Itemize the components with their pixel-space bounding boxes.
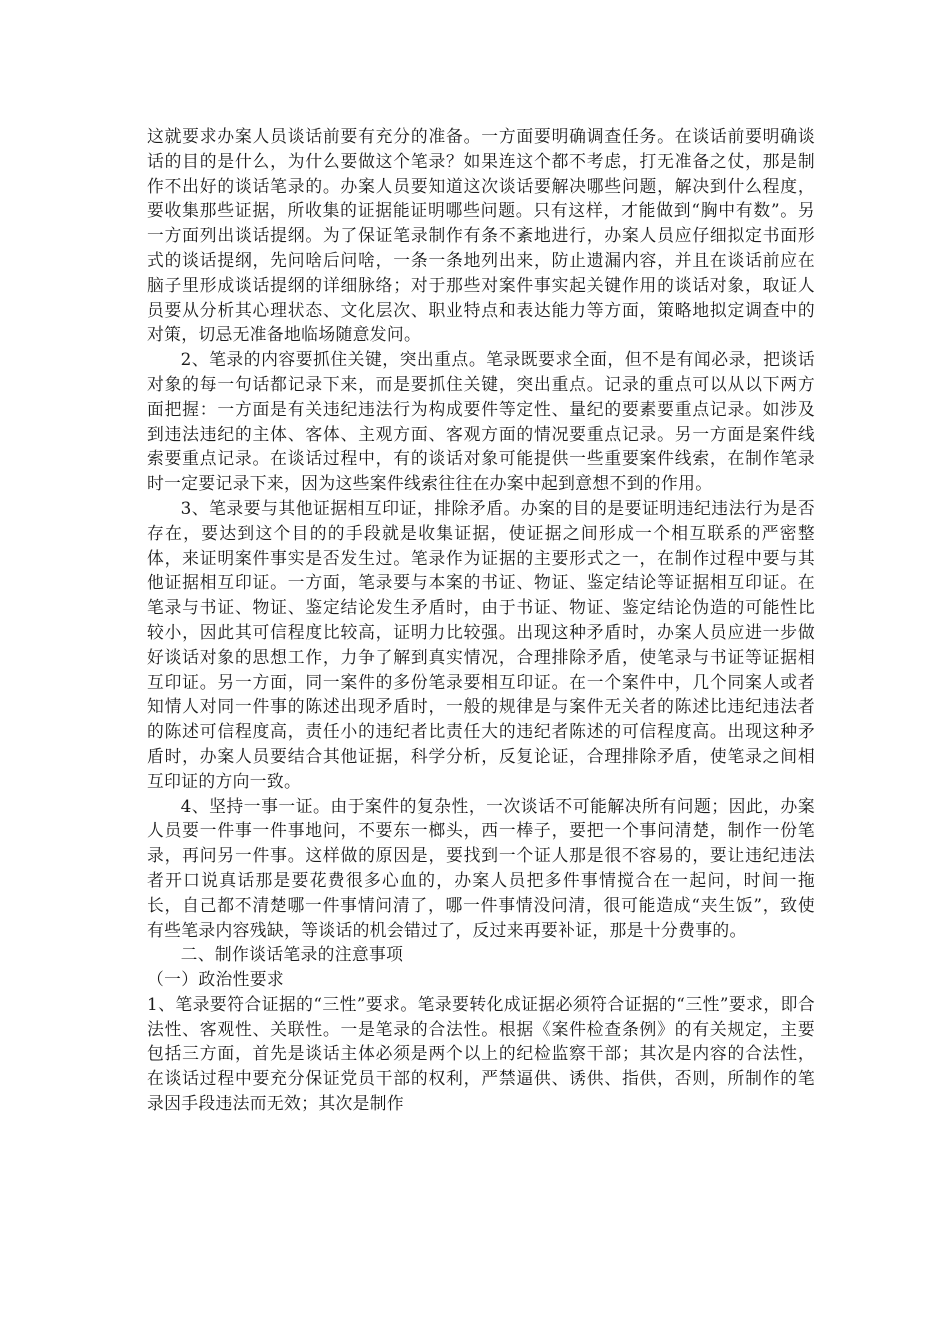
- document-body: [147, 124, 815, 1116]
- paragraph-one-matter-one-record: 4、坚持一事一证。由于案件的复杂性，一次谈话不可能解决所有问题；因此，办案人员要一件事一件事地问，不要东一榔头，西一棒子，要把一个事问清楚，制作一份笔录，再问另一件事。这样做的原因是，要找到一个证人那是很不容易的，要让违纪违法者开口说真话那是要花费很多心血的，办案人员把多件事情搅合在一起问，时间一拖长，自己都不清楚哪一件事情问清了，哪一件事情没问清，很可能造成“夹生饭”，致使有些笔录内容残缺，等谈话的机会错过了，反过来再要补证，那是十分费事的。: [147, 795, 815, 940]
- paragraph-key-points: 2、笔录的内容要抓住关键，突出重点。笔录既要求全面，但不是有闻必录，把谈话对象的每一句话都记录下来，而是要抓住关键，突出重点。记录的重点可以从以下两方面把握：一方面是有关违纪违法行为构成要件等定性、量纪的要素要重点记录。如涉及到违法违纪的主体、客体、主观方面、客观方面的情况要重点记录。另一方面是案件线索要重点记录。在谈话过程中，有的谈话对象可能提供一些重要案件线索，在制作笔录时一定要记录下来，因为这些案件线索往往在办案中起到意想不到的作用。: [147, 349, 815, 494]
- paragraph-mutual-verification: 3、笔录要与其他证据相互印证，排除矛盾。办案的目的是要证明违纪违法行为是否存在，要达到这个目的的手段就是收集证据，使证据之间形成一个相互联系的严密整体，来证明案件事实是否发生过。笔录作为证据的主要形式之一，在制作过程中要与其他证据相互印证。一方面，笔录要与本案的书证、物证、鉴定结论等证据相互印证。在笔录与书证、物证、鉴定结论发生矛盾时，由于书证、物证、鉴定结论伪造的可能性比较小，因此其可信程度比较高，证明力比较强。出现这种矛盾时，办案人员应进一步做好谈话对象的思想工作，力争了解到真实情况，合理排除矛盾，使笔录与书证等证据相互印证。另一方面，同一案件的多份笔录要相互印证。在一个案件中，几个同案人或者知情人对同一件事的陈述出现矛盾时，一般的规律是与案件无关者的陈述比违纪违法者的陈述可信程度高，责任小的违纪者比责任大的违纪者陈述的可信程度高。出现这种矛盾时，办案人员要结合其他证据，科学分析，反复论证，合理排除矛盾，使笔录之间相互印证的方向一致。: [147, 497, 815, 791]
- paragraph-three-properties: 1、笔录要符合证据的“三性”要求。笔录要转化成证据必须符合证据的“三性”要求，即合法性、客观性、关联性。一是笔录的合法性。根据《案件检查条例》的有关规定，主要包括三方面，首先是谈话主体必须是两个以上的纪检监察干部；其次是内容的合法性，在谈话过程中要充分保证党员干部的权利，严禁逼供、诱供、指供，否则，所制作的笔录因手段违法而无效；其次是制作: [147, 993, 815, 1114]
- section-heading: 二、制作谈话笔录的注意事项: [180, 944, 404, 965]
- paragraph-preparation: 这就要求办案人员谈话前要有充分的准备。一方面要明确调查任务。在谈话前要明确谈话的目的是什么，为什么要做这个笔录？如果连这个都不考虑，打无准备之仗，那是制作不出好的谈话笔录的。办案人员要知道这次谈话要解决哪些问题，解决到什么程度，要收集那些证据，所收集的证据能证明哪些问题。只有这样，才能做到“胸中有数”。另一方面列出谈话提纲。为了保证笔录制作有条不紊地进行，办案人员应仔细拟定书面形式的谈话提纲，先问啥后问啥，一条一条地列出来，防止遗漏内容，并且在谈话前应在脑子里形成谈话提纲的详细脉络；对于那些对案件事实起关键作用的谈话对象，取证人员要从分析其心理状态、文化层次、职业特点和表达能力等方面，策略地拟定调查中的对策，切忌无准备地临场随意发问。: [147, 126, 815, 345]
- subsection-heading: （一）政治性要求: [147, 969, 285, 990]
